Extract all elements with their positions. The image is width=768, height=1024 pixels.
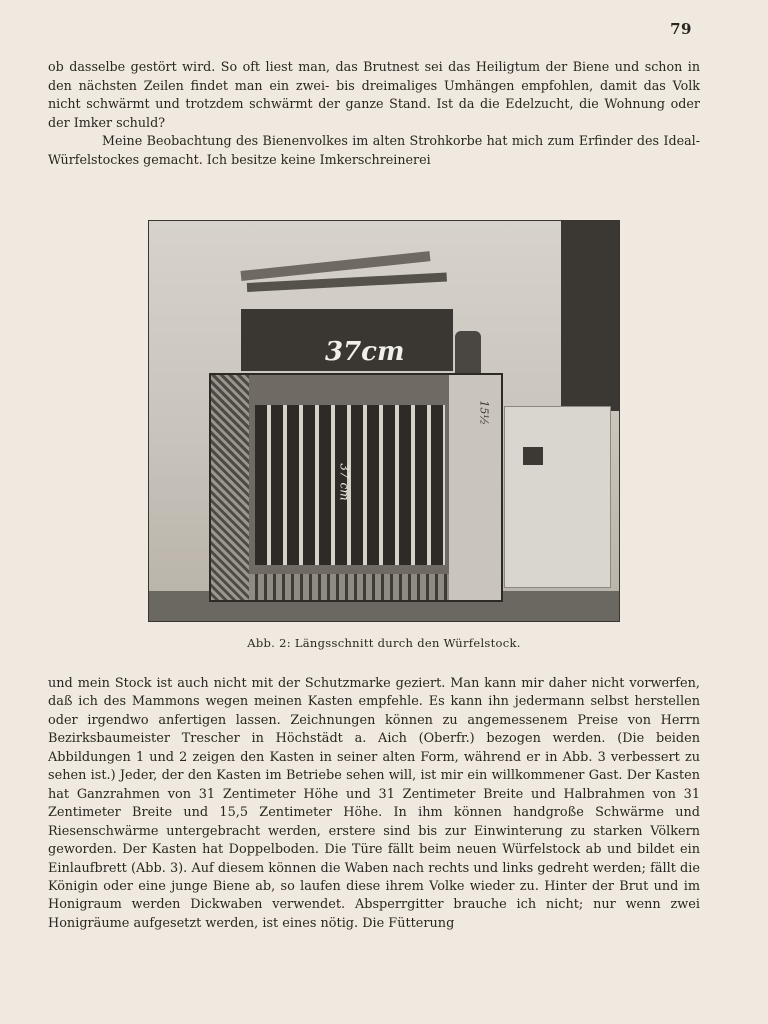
- hive-front-label: 37 cm: [337, 463, 352, 501]
- hive-roof-label: 37cm: [325, 337, 405, 367]
- hive-box-bottom: [249, 574, 449, 600]
- paragraph: ob dasselbe gestört wird. So oft liest man, das Brutnest sei das Heiligtum der Biene und schon in den nächsten Zeilen findet man ein zwei- bis dreimaliges Umhängen empfohlen, damit das Volk nicht schwärmt und trotzdem schwärmt der ganze Stand. Ist da die Edelzucht, die Wohnung oder der Imker schuld?: [48, 59, 700, 130]
- hive-photograph: [148, 220, 620, 622]
- hive-box-right-side: [449, 375, 501, 600]
- bottom-text-block: [48, 675, 700, 933]
- paragraph: und mein Stock ist auch nicht mit der Schutzmarke geziert. Man kann mir daher nicht vorwerfen, daß ich des Mammons wegen meinen Kasten empfehle. Es kann ihn jedermann selbst herstellen oder irgendwo anfertigen lassen. Zeichnungen können zu angemessenem Preise von Herrn Bezirksbaumeister Trescher in Höchstädt a. Aich (Oberfr.) bezogen werden. (Die beiden Abbildungen 1 und 2 zeigen den Kasten in seiner alten Form, während er in Abb. 3 verbessert zu sehen ist.) Jeder, der den Kasten im Betriebe sehen will, ist mir ein willkommener Gast. Der Kasten hat Ganzrahmen von 31 Zentimeter Höhe und 31 Zentimeter Breite und Halbrahmen von 31 Zentimeter Breite und 15,5 Zentimeter Höhe. In ihm können handgroße Schwärme und Riesenschwärme untergebracht werden, erstere sind bis zur Einwinterung zu starken Völkern geworden. Der Kasten hat Doppelboden. Die Türe fällt beim neuen Würfelstock ab und bildet ein Einlaufbrett (Abb. 3). Auf diesem können die Waben nach rechts und links gedreht werden; fällt die Königin oder eine junge Biene ab, so laufen diese ihrem Volke wieder zu. Hinter der Brut und im Honigraum werden Dickwaben verwendet. Absperrgitter brauche ich nicht; nur wenn zwei Honigräume aufgesetzt werden, ist eines nötig. Die Fütterung: [48, 676, 700, 931]
- hive-box: [209, 373, 503, 602]
- figure-caption: Abb. 2: Längsschnitt durch den Würfelstock.: [247, 636, 521, 650]
- photo-dark-panel: [561, 221, 619, 411]
- photo-cabinet-knob: [523, 447, 543, 465]
- hive-side-label: 15½: [478, 400, 491, 425]
- hive-box-left-side: [211, 375, 249, 600]
- photo-bottle: [455, 331, 481, 377]
- top-text-block: [48, 58, 700, 170]
- paragraph: Meine Beobachtung des Bienenvolkes im alten Strohkorbe hat mich zum Erfinder des Ideal-Würfelstockes gemacht. Ich besitze keine Imkerschreinerei: [48, 133, 700, 167]
- photo-cabinet: [504, 406, 611, 588]
- page-number: 79: [670, 20, 692, 38]
